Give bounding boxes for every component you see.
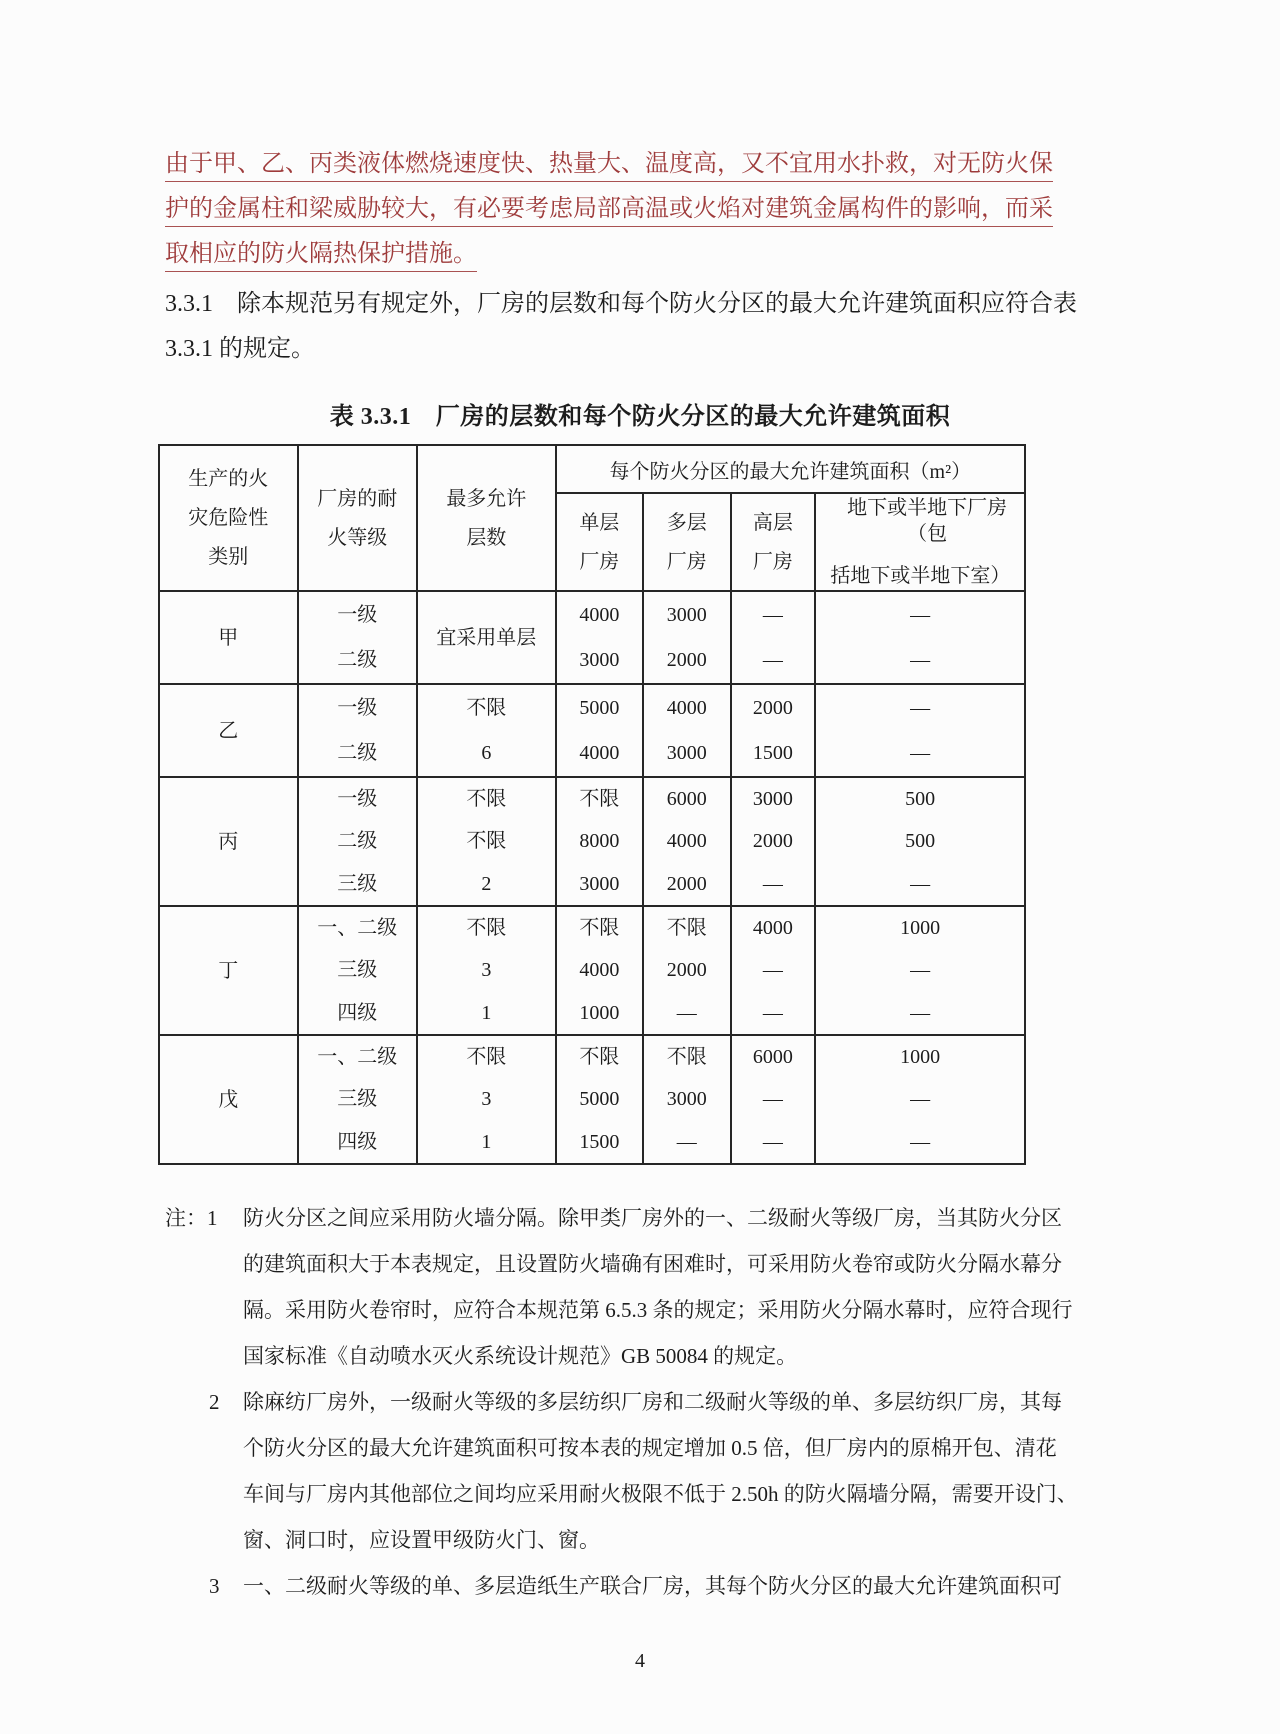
header-category: 生产的火 灾危险性 类别 xyxy=(159,445,298,591)
red-paragraph-line: 取相应的防火隔热保护措施。 xyxy=(165,232,1115,277)
cell-multi: 不限 3000 — xyxy=(643,1035,730,1164)
cell-grades: 一级 二级 xyxy=(298,684,418,777)
cell-floors: 不限 3 1 xyxy=(417,906,556,1035)
header-area-group: 每个防火分区的最大允许建筑面积（m²） xyxy=(556,445,1025,493)
cell-grades: 一级 二级 三级 xyxy=(298,777,418,906)
table-3-3-1 xyxy=(158,444,1026,1165)
table-row-jia xyxy=(159,591,1025,684)
cell-single: 4000 3000 xyxy=(556,591,643,684)
note-line: 窗、洞口时，应设置甲级防火门、窗。 xyxy=(243,1528,600,1552)
cell-high: 2000 1500 xyxy=(731,684,816,777)
header-high-rise: 高层 厂房 xyxy=(731,493,816,591)
table-notes xyxy=(165,1195,1115,1609)
cell-category: 戊 xyxy=(159,1035,298,1164)
clause-line: 3.3.1 的规定。 xyxy=(165,336,315,362)
note-line: 除麻纺厂房外，一级耐火等级的多层纺织厂房和二级耐火等级的单、多层纺织厂房，其每 xyxy=(243,1390,1062,1414)
cell-floors: 宜采用单层 xyxy=(417,591,556,684)
cell-floors: 不限 3 1 xyxy=(417,1035,556,1164)
note-line: 隔。采用防火卷帘时，应符合本规范第 6.5.3 条的规定；采用防火分隔水幕时，应符合现行 xyxy=(243,1298,1073,1322)
header-fire-rating: 厂房的耐 火等级 xyxy=(298,445,418,591)
note-line: 的建筑面积大于本表规定，且设置防火墙确有困难时，可采用防火卷帘或防火分隔水幕分 xyxy=(243,1252,1062,1276)
cell-underground: 500 500 — xyxy=(815,777,1025,906)
cell-grades: 一级 二级 xyxy=(298,591,418,684)
clause-line: 3.3.1 除本规范另有规定外，厂房的层数和每个防火分区的最大允许建筑面积应符合表 xyxy=(165,291,1077,317)
cell-multi: 6000 4000 2000 xyxy=(643,777,730,906)
cell-high: 6000 — — xyxy=(731,1035,816,1164)
red-paragraph-line: 由于甲、乙、丙类液体燃烧速度快、热量大、温度高，又不宜用水扑救，对无防火保 xyxy=(165,142,1115,187)
note-3 xyxy=(165,1563,1115,1609)
header-single-storey: 单层 厂房 xyxy=(556,493,643,591)
cell-category: 甲 xyxy=(159,591,298,684)
table-row-bing xyxy=(159,777,1025,906)
cell-underground: 1000 — — xyxy=(815,1035,1025,1164)
note-line: 车间与厂房内其他部位之间均应采用耐火极限不低于 2.50h 的防火隔墙分隔，需要开设门、 xyxy=(243,1482,1078,1506)
cell-category: 丁 xyxy=(159,906,298,1035)
cell-floors: 不限 6 xyxy=(417,684,556,777)
header-multi-storey: 多层 厂房 xyxy=(643,493,730,591)
note-line: 一、二级耐火等级的单、多层造纸生产联合厂房，其每个防火分区的最大允许建筑面积可 xyxy=(243,1574,1062,1598)
cell-underground: — — xyxy=(815,684,1025,777)
cell-high: 3000 2000 — xyxy=(731,777,816,906)
note-2-marker: 2 xyxy=(209,1390,220,1414)
header-underground: 地下或半地下厂房（包 括地下或半地下室） xyxy=(815,493,1025,591)
note-2 xyxy=(165,1379,1115,1563)
cell-floors: 不限 不限 2 xyxy=(417,777,556,906)
table-row-wu xyxy=(159,1035,1025,1164)
cell-category: 丙 xyxy=(159,777,298,906)
cell-multi: 3000 2000 xyxy=(643,591,730,684)
cell-multi: 不限 2000 — xyxy=(643,906,730,1035)
header-max-floors: 最多允许 层数 xyxy=(417,445,556,591)
page-number: 4 xyxy=(635,1650,645,1672)
table-title: 表 3.3.1 厂房的层数和每个防火分区的最大允许建筑面积 xyxy=(329,404,951,430)
cell-category: 乙 xyxy=(159,684,298,777)
red-paragraph xyxy=(165,142,1115,277)
cell-single: 不限 5000 1500 xyxy=(556,1035,643,1164)
clause-3-3-1 xyxy=(165,282,1115,372)
note-line: 防火分区之间应采用防火墙分隔。除甲类厂房外的一、二级耐火等级厂房，当其防火分区 xyxy=(243,1206,1062,1230)
cell-single: 5000 4000 xyxy=(556,684,643,777)
note-1-marker: 注：1 xyxy=(165,1206,218,1230)
cell-grades: 一、二级 三级 四级 xyxy=(298,906,418,1035)
cell-single: 不限 8000 3000 xyxy=(556,777,643,906)
cell-single: 不限 4000 1000 xyxy=(556,906,643,1035)
note-line: 个防火分区的最大允许建筑面积可按本表的规定增加 0.5 倍，但厂房内的原棉开包、清花 xyxy=(243,1436,1057,1460)
cell-multi: 4000 3000 xyxy=(643,684,730,777)
note-3-marker: 3 xyxy=(209,1574,220,1598)
cell-underground: — — xyxy=(815,591,1025,684)
cell-grades: 一、二级 三级 四级 xyxy=(298,1035,418,1164)
red-paragraph-line: 护的金属柱和梁威胁较大，有必要考虑局部高温或火焰对建筑金属构件的影响，而采 xyxy=(165,187,1115,232)
table-header-row xyxy=(159,445,1025,493)
note-1 xyxy=(165,1195,1115,1379)
cell-underground: 1000 — — xyxy=(815,906,1025,1035)
note-line: 国家标准《自动喷水灭火系统设计规范》GB 50084 的规定。 xyxy=(243,1344,798,1368)
cell-high: — — xyxy=(731,591,816,684)
cell-high: 4000 — — xyxy=(731,906,816,1035)
table-row-yi xyxy=(159,684,1025,777)
table-row-ding xyxy=(159,906,1025,1035)
